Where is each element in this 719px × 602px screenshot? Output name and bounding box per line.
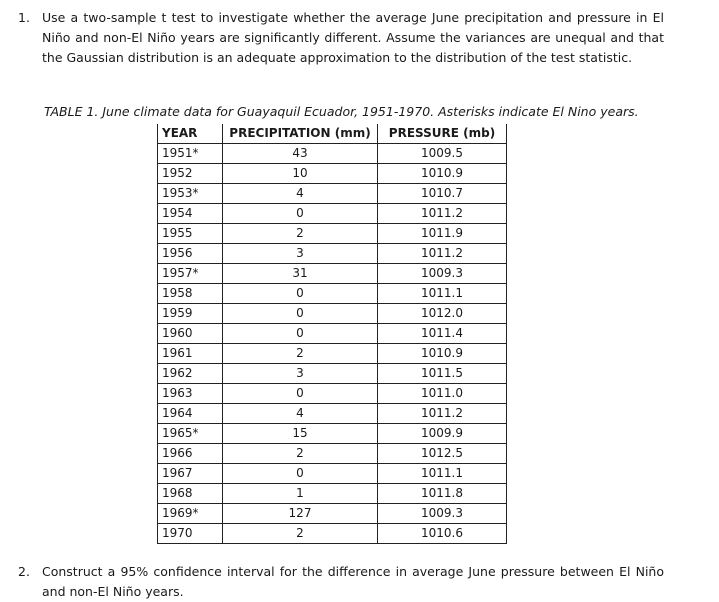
climate-table-container (157, 124, 507, 544)
cell-pressure: 1009.3 (378, 264, 507, 284)
cell-precipitation: 127 (223, 504, 378, 524)
cell-year: 1963 (158, 384, 223, 404)
cell-precipitation: 10 (223, 164, 378, 184)
cell-pressure: 1010.9 (378, 164, 507, 184)
question-2-number: 2. (18, 564, 30, 579)
cell-precipitation: 0 (223, 324, 378, 344)
cell-precipitation: 3 (223, 364, 378, 384)
cell-year: 1970 (158, 524, 223, 544)
table-row (158, 484, 507, 504)
header-pressure: PRESSURE (mb) (378, 124, 507, 144)
table-body (158, 144, 507, 544)
cell-precipitation: 3 (223, 244, 378, 264)
cell-precipitation: 0 (223, 464, 378, 484)
question-1 (18, 8, 664, 68)
cell-pressure: 1010.6 (378, 524, 507, 544)
cell-year: 1958 (158, 284, 223, 304)
cell-pressure: 1011.2 (378, 244, 507, 264)
table-row (158, 464, 507, 484)
table-row (158, 164, 507, 184)
cell-year: 1964 (158, 404, 223, 424)
table-row (158, 444, 507, 464)
table-row (158, 504, 507, 524)
cell-pressure: 1009.9 (378, 424, 507, 444)
cell-year: 1969* (158, 504, 223, 524)
cell-pressure: 1009.5 (378, 144, 507, 164)
question-2 (18, 562, 664, 602)
cell-pressure: 1011.5 (378, 364, 507, 384)
cell-precipitation: 43 (223, 144, 378, 164)
cell-year: 1956 (158, 244, 223, 264)
table-row (158, 184, 507, 204)
cell-pressure: 1011.9 (378, 224, 507, 244)
cell-precipitation: 2 (223, 224, 378, 244)
cell-year: 1959 (158, 304, 223, 324)
question-1-text: Use a two-sample t test to investigate whether the average June precipitation and pressure in El Niño and non-El Niño years are significantly different. Assume the variances are unequal and that the Gaussian distribution is an adequate approximation to the distribution of the test statistic. (42, 10, 664, 65)
cell-pressure: 1012.5 (378, 444, 507, 464)
cell-year: 1965* (158, 424, 223, 444)
cell-year: 1962 (158, 364, 223, 384)
cell-year: 1960 (158, 324, 223, 344)
cell-precipitation: 0 (223, 304, 378, 324)
cell-pressure: 1011.1 (378, 284, 507, 304)
table-row (158, 364, 507, 384)
cell-year: 1968 (158, 484, 223, 504)
cell-year: 1952 (158, 164, 223, 184)
cell-pressure: 1011.1 (378, 464, 507, 484)
cell-year: 1954 (158, 204, 223, 224)
cell-precipitation: 0 (223, 384, 378, 404)
cell-pressure: 1010.9 (378, 344, 507, 364)
cell-precipitation: 0 (223, 284, 378, 304)
cell-precipitation: 4 (223, 184, 378, 204)
cell-year: 1961 (158, 344, 223, 364)
table-row (158, 384, 507, 404)
table-header-row (158, 124, 507, 144)
cell-precipitation: 2 (223, 344, 378, 364)
cell-precipitation: 1 (223, 484, 378, 504)
climate-table (157, 124, 507, 544)
cell-precipitation: 2 (223, 444, 378, 464)
table-row (158, 144, 507, 164)
table-caption: TABLE 1. June climate data for Guayaquil Ecuador, 1951-1970. Asterisks indicate El Nino years. (44, 104, 639, 119)
cell-year: 1967 (158, 464, 223, 484)
cell-year: 1966 (158, 444, 223, 464)
question-1-number: 1. (18, 10, 30, 25)
cell-pressure: 1011.0 (378, 384, 507, 404)
table-row (158, 244, 507, 264)
cell-pressure: 1009.3 (378, 504, 507, 524)
cell-pressure: 1011.8 (378, 484, 507, 504)
cell-precipitation: 31 (223, 264, 378, 284)
cell-pressure: 1012.0 (378, 304, 507, 324)
table-row (158, 204, 507, 224)
cell-year: 1955 (158, 224, 223, 244)
cell-year: 1953* (158, 184, 223, 204)
table-row (158, 344, 507, 364)
table-row (158, 304, 507, 324)
cell-pressure: 1011.4 (378, 324, 507, 344)
table-row (158, 284, 507, 304)
cell-pressure: 1011.2 (378, 404, 507, 424)
cell-precipitation: 0 (223, 204, 378, 224)
table-row (158, 524, 507, 544)
table-row (158, 404, 507, 424)
cell-year: 1951* (158, 144, 223, 164)
header-precipitation: PRECIPITATION (mm) (223, 124, 378, 144)
table-row (158, 224, 507, 244)
header-year: YEAR (158, 124, 223, 144)
cell-pressure: 1011.2 (378, 204, 507, 224)
table-row (158, 324, 507, 344)
table-row (158, 424, 507, 444)
cell-precipitation: 15 (223, 424, 378, 444)
cell-precipitation: 4 (223, 404, 378, 424)
cell-pressure: 1010.7 (378, 184, 507, 204)
question-2-text: Construct a 95% confidence interval for the difference in average June pressure between El Niño and non-El Niño years. (42, 564, 664, 599)
table-row (158, 264, 507, 284)
cell-year: 1957* (158, 264, 223, 284)
cell-precipitation: 2 (223, 524, 378, 544)
